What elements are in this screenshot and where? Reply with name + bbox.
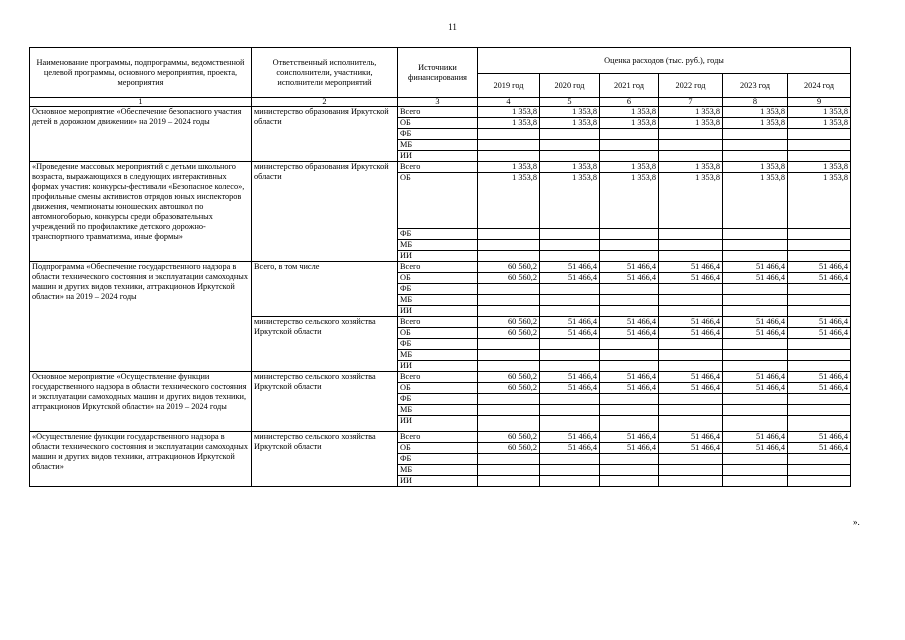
amount-cell: [723, 476, 788, 487]
amount-cell: [600, 251, 659, 262]
amount-cell: [600, 361, 659, 372]
amount-cell: [788, 454, 851, 465]
amount-cell: 1 353,8: [788, 107, 851, 118]
funding-source: ИИ: [398, 151, 478, 162]
amount-cell: [788, 251, 851, 262]
amount-cell: 60 560,2: [478, 432, 540, 443]
funding-source: Всего: [398, 432, 478, 443]
amount-cell: 51 466,4: [600, 432, 659, 443]
amount-cell: [540, 151, 600, 162]
amount-cell: 60 560,2: [478, 262, 540, 273]
amount-cell: 1 353,8: [540, 173, 600, 229]
amount-cell: 1 353,8: [659, 118, 723, 129]
funding-source: ИИ: [398, 251, 478, 262]
amount-cell: 60 560,2: [478, 317, 540, 328]
amount-cell: 51 466,4: [788, 328, 851, 339]
funding-source: Всего: [398, 262, 478, 273]
table-row: [30, 162, 851, 173]
amount-cell: [788, 394, 851, 405]
amount-cell: 1 353,8: [600, 173, 659, 229]
amount-cell: [600, 405, 659, 416]
column-number: 7: [659, 98, 723, 107]
amount-cell: [600, 394, 659, 405]
amount-cell: 60 560,2: [478, 328, 540, 339]
amount-cell: 51 466,4: [540, 328, 600, 339]
amount-cell: 1 353,8: [540, 162, 600, 173]
amount-cell: 1 353,8: [478, 118, 540, 129]
amount-cell: 51 466,4: [540, 383, 600, 394]
amount-cell: [723, 454, 788, 465]
amount-cell: [600, 140, 659, 151]
program-description: Основное мероприятие «Обеспечение безопасного участия детей в дорожном движении» на 2019 – 2024 годы: [30, 107, 252, 162]
amount-cell: 1 353,8: [723, 173, 788, 229]
amount-cell: [478, 151, 540, 162]
amount-cell: [723, 361, 788, 372]
amount-cell: [723, 295, 788, 306]
amount-cell: 1 353,8: [723, 162, 788, 173]
funding-source: ОБ: [398, 443, 478, 454]
header-year: 2019 год: [478, 74, 540, 98]
executor-name: министерство образования Иркутской области: [252, 162, 398, 262]
funding-source: ФБ: [398, 339, 478, 350]
amount-cell: [540, 229, 600, 240]
amount-cell: [659, 151, 723, 162]
funding-source: ИИ: [398, 361, 478, 372]
closing-quote: ».: [853, 517, 860, 527]
amount-cell: [478, 350, 540, 361]
amount-cell: [478, 251, 540, 262]
amount-cell: 51 466,4: [600, 443, 659, 454]
funding-source: ФБ: [398, 129, 478, 140]
amount-cell: [659, 454, 723, 465]
amount-cell: 1 353,8: [540, 118, 600, 129]
amount-cell: [600, 454, 659, 465]
amount-cell: [478, 140, 540, 151]
amount-cell: 51 466,4: [723, 443, 788, 454]
program-description: «Осуществление функции государственного надзора в области технического состояния и эксплуатации самоходных машин и других видов техники, аттракционов Иркутской области»: [30, 432, 252, 487]
amount-cell: 1 353,8: [478, 162, 540, 173]
executor-name: министерство образования Иркутской области: [252, 107, 398, 162]
column-number: 3: [398, 98, 478, 107]
amount-cell: [788, 306, 851, 317]
amount-cell: 1 353,8: [723, 118, 788, 129]
amount-cell: [540, 240, 600, 251]
amount-cell: [478, 465, 540, 476]
amount-cell: [659, 251, 723, 262]
amount-cell: [540, 361, 600, 372]
amount-cell: 51 466,4: [659, 432, 723, 443]
header-year: 2024 год: [788, 74, 851, 98]
amount-cell: [788, 229, 851, 240]
amount-cell: 51 466,4: [659, 443, 723, 454]
amount-cell: [788, 476, 851, 487]
amount-cell: [659, 306, 723, 317]
amount-cell: 51 466,4: [788, 432, 851, 443]
funding-source: Всего: [398, 317, 478, 328]
amount-cell: 51 466,4: [723, 262, 788, 273]
amount-cell: [540, 405, 600, 416]
amount-cell: 51 466,4: [788, 383, 851, 394]
amount-cell: [788, 140, 851, 151]
amount-cell: [540, 339, 600, 350]
amount-cell: [540, 454, 600, 465]
amount-cell: 51 466,4: [600, 328, 659, 339]
column-number: 5: [540, 98, 600, 107]
amount-cell: [540, 350, 600, 361]
amount-cell: [478, 295, 540, 306]
amount-cell: 51 466,4: [659, 317, 723, 328]
amount-cell: 51 466,4: [788, 443, 851, 454]
amount-cell: 51 466,4: [788, 317, 851, 328]
amount-cell: [600, 151, 659, 162]
amount-cell: [478, 339, 540, 350]
amount-cell: [659, 465, 723, 476]
amount-cell: 1 353,8: [788, 173, 851, 229]
amount-cell: [478, 240, 540, 251]
amount-cell: 51 466,4: [540, 372, 600, 383]
funding-source: МБ: [398, 405, 478, 416]
column-number: 9: [788, 98, 851, 107]
amount-cell: [659, 394, 723, 405]
header-year: 2023 год: [723, 74, 788, 98]
amount-cell: [788, 295, 851, 306]
amount-cell: [659, 339, 723, 350]
amount-cell: [723, 251, 788, 262]
amount-cell: [659, 229, 723, 240]
budget-table: [29, 47, 851, 487]
amount-cell: [540, 476, 600, 487]
amount-cell: [788, 416, 851, 432]
amount-cell: [723, 151, 788, 162]
amount-cell: [478, 229, 540, 240]
amount-cell: [723, 229, 788, 240]
amount-cell: 51 466,4: [788, 262, 851, 273]
amount-cell: [540, 465, 600, 476]
amount-cell: [540, 284, 600, 295]
column-number: 8: [723, 98, 788, 107]
amount-cell: [540, 251, 600, 262]
amount-cell: 51 466,4: [540, 273, 600, 284]
header-name: Наименование программы, подпрограммы, ведомственной целевой программы, основного мероприятия, проекта, мероприятия: [30, 48, 252, 98]
amount-cell: [600, 229, 659, 240]
amount-cell: [659, 361, 723, 372]
amount-cell: 51 466,4: [723, 328, 788, 339]
amount-cell: [723, 129, 788, 140]
amount-cell: 51 466,4: [540, 443, 600, 454]
amount-cell: 1 353,8: [600, 118, 659, 129]
executor-name: Всего, в том числе: [252, 262, 398, 317]
funding-source: ОБ: [398, 173, 478, 229]
amount-cell: 51 466,4: [723, 273, 788, 284]
header-year: 2022 год: [659, 74, 723, 98]
amount-cell: 51 466,4: [540, 317, 600, 328]
amount-cell: 51 466,4: [600, 383, 659, 394]
amount-cell: 51 466,4: [788, 372, 851, 383]
funding-source: ОБ: [398, 118, 478, 129]
funding-source: ФБ: [398, 394, 478, 405]
amount-cell: 51 466,4: [600, 262, 659, 273]
amount-cell: [723, 465, 788, 476]
amount-cell: [600, 339, 659, 350]
amount-cell: [478, 361, 540, 372]
funding-source: ФБ: [398, 284, 478, 295]
header-year: 2021 год: [600, 74, 659, 98]
amount-cell: [600, 240, 659, 251]
funding-source: МБ: [398, 350, 478, 361]
amount-cell: [723, 140, 788, 151]
amount-cell: 1 353,8: [540, 107, 600, 118]
program-description: «Проведение массовых мероприятий с детьми школьного возраста, выражающихся в следующих интерактивных формах участия: конкурсы-фестивали «Безопасное колесо», профильные смены активистов отрядов юных инспекторов движения, чемпионаты юношеских автошкол по автомногоборью, конкурсы среди образовательных учреждений по профилактике детского дорожно-транспортного травматизма, иные формы»: [30, 162, 252, 262]
amount-cell: [659, 350, 723, 361]
table-row: [30, 262, 851, 273]
amount-cell: [659, 295, 723, 306]
amount-cell: 51 466,4: [788, 273, 851, 284]
amount-cell: [788, 361, 851, 372]
amount-cell: [723, 350, 788, 361]
amount-cell: [600, 476, 659, 487]
header-estimate: Оценка расходов (тыс. руб.), годы: [478, 48, 851, 74]
amount-cell: [723, 284, 788, 295]
amount-cell: [478, 416, 540, 432]
amount-cell: [788, 465, 851, 476]
funding-source: Всего: [398, 162, 478, 173]
amount-cell: 1 353,8: [659, 173, 723, 229]
amount-cell: [600, 129, 659, 140]
amount-cell: 51 466,4: [540, 262, 600, 273]
amount-cell: [723, 416, 788, 432]
amount-cell: 1 353,8: [788, 118, 851, 129]
amount-cell: [478, 394, 540, 405]
amount-cell: 60 560,2: [478, 372, 540, 383]
amount-cell: 60 560,2: [478, 443, 540, 454]
executor-name: министерство сельского хозяйства Иркутской области: [252, 317, 398, 372]
amount-cell: [600, 465, 659, 476]
amount-cell: [540, 140, 600, 151]
amount-cell: [659, 476, 723, 487]
amount-cell: 1 353,8: [478, 107, 540, 118]
amount-cell: 51 466,4: [659, 372, 723, 383]
amount-cell: [540, 416, 600, 432]
amount-cell: 1 353,8: [659, 162, 723, 173]
amount-cell: 51 466,4: [659, 262, 723, 273]
amount-cell: 51 466,4: [723, 317, 788, 328]
executor-name: министерство сельского хозяйства Иркутской области: [252, 372, 398, 432]
funding-source: ИИ: [398, 416, 478, 432]
amount-cell: [788, 405, 851, 416]
program-description: Основное мероприятие «Осуществление функции государственного надзора в области технического состояния и эксплуатации самоходных машин и других видов техники, аттракционов Иркутской области» на 2019 – 2024 годы: [30, 372, 252, 432]
amount-cell: [540, 295, 600, 306]
funding-source: ОБ: [398, 383, 478, 394]
amount-cell: [540, 129, 600, 140]
amount-cell: 51 466,4: [659, 273, 723, 284]
funding-source: МБ: [398, 465, 478, 476]
amount-cell: [478, 405, 540, 416]
program-description: Подпрограмма «Обеспечение государственного надзора в области технического состояния и эксплуатации самоходных машин и других видов техники, аттракционов Иркутской области» на 2019 – 2024 годы: [30, 262, 252, 372]
amount-cell: [788, 129, 851, 140]
amount-cell: 51 466,4: [600, 317, 659, 328]
amount-cell: [478, 284, 540, 295]
amount-cell: [723, 339, 788, 350]
amount-cell: 51 466,4: [659, 328, 723, 339]
table-row: [30, 432, 851, 443]
amount-cell: [659, 284, 723, 295]
amount-cell: 1 353,8: [600, 162, 659, 173]
amount-cell: [478, 454, 540, 465]
amount-cell: [600, 295, 659, 306]
table-row: [30, 372, 851, 383]
amount-cell: [788, 240, 851, 251]
amount-cell: 1 353,8: [723, 107, 788, 118]
column-number: 6: [600, 98, 659, 107]
amount-cell: [600, 350, 659, 361]
amount-cell: [788, 339, 851, 350]
amount-cell: [788, 151, 851, 162]
header-source: Источники финансирования: [398, 48, 478, 98]
executor-name: министерство сельского хозяйства Иркутской области: [252, 432, 398, 487]
amount-cell: [478, 306, 540, 317]
page-number: 11: [448, 22, 457, 32]
funding-source: МБ: [398, 140, 478, 151]
table-row: [30, 107, 851, 118]
amount-cell: [723, 405, 788, 416]
amount-cell: 51 466,4: [723, 372, 788, 383]
amount-cell: 1 353,8: [788, 162, 851, 173]
amount-cell: [788, 350, 851, 361]
funding-source: ФБ: [398, 454, 478, 465]
column-number: 1: [30, 98, 252, 107]
amount-cell: [478, 476, 540, 487]
amount-cell: 51 466,4: [723, 432, 788, 443]
amount-cell: [540, 394, 600, 405]
amount-cell: 51 466,4: [540, 432, 600, 443]
funding-source: ОБ: [398, 273, 478, 284]
amount-cell: [659, 240, 723, 251]
header-year: 2020 год: [540, 74, 600, 98]
amount-cell: [659, 416, 723, 432]
amount-cell: [659, 129, 723, 140]
amount-cell: [600, 306, 659, 317]
funding-source: ИИ: [398, 306, 478, 317]
amount-cell: [659, 405, 723, 416]
amount-cell: [659, 140, 723, 151]
amount-cell: 51 466,4: [600, 273, 659, 284]
amount-cell: [788, 284, 851, 295]
amount-cell: [723, 240, 788, 251]
funding-source: ФБ: [398, 229, 478, 240]
funding-source: МБ: [398, 240, 478, 251]
amount-cell: 1 353,8: [659, 107, 723, 118]
funding-source: ИИ: [398, 476, 478, 487]
header-executor: Ответственный исполнитель, соисполнители, участники, исполнители мероприятий: [252, 48, 398, 98]
column-number: 2: [252, 98, 398, 107]
funding-source: Всего: [398, 372, 478, 383]
funding-source: МБ: [398, 295, 478, 306]
funding-source: Всего: [398, 107, 478, 118]
amount-cell: 1 353,8: [478, 173, 540, 229]
funding-source: ОБ: [398, 328, 478, 339]
amount-cell: [723, 394, 788, 405]
amount-cell: 51 466,4: [723, 383, 788, 394]
amount-cell: 60 560,2: [478, 383, 540, 394]
amount-cell: [600, 416, 659, 432]
amount-cell: [540, 306, 600, 317]
amount-cell: 51 466,4: [659, 383, 723, 394]
column-number: 4: [478, 98, 540, 107]
amount-cell: 51 466,4: [600, 372, 659, 383]
amount-cell: [478, 129, 540, 140]
amount-cell: [723, 306, 788, 317]
amount-cell: 1 353,8: [600, 107, 659, 118]
amount-cell: [600, 284, 659, 295]
amount-cell: 60 560,2: [478, 273, 540, 284]
